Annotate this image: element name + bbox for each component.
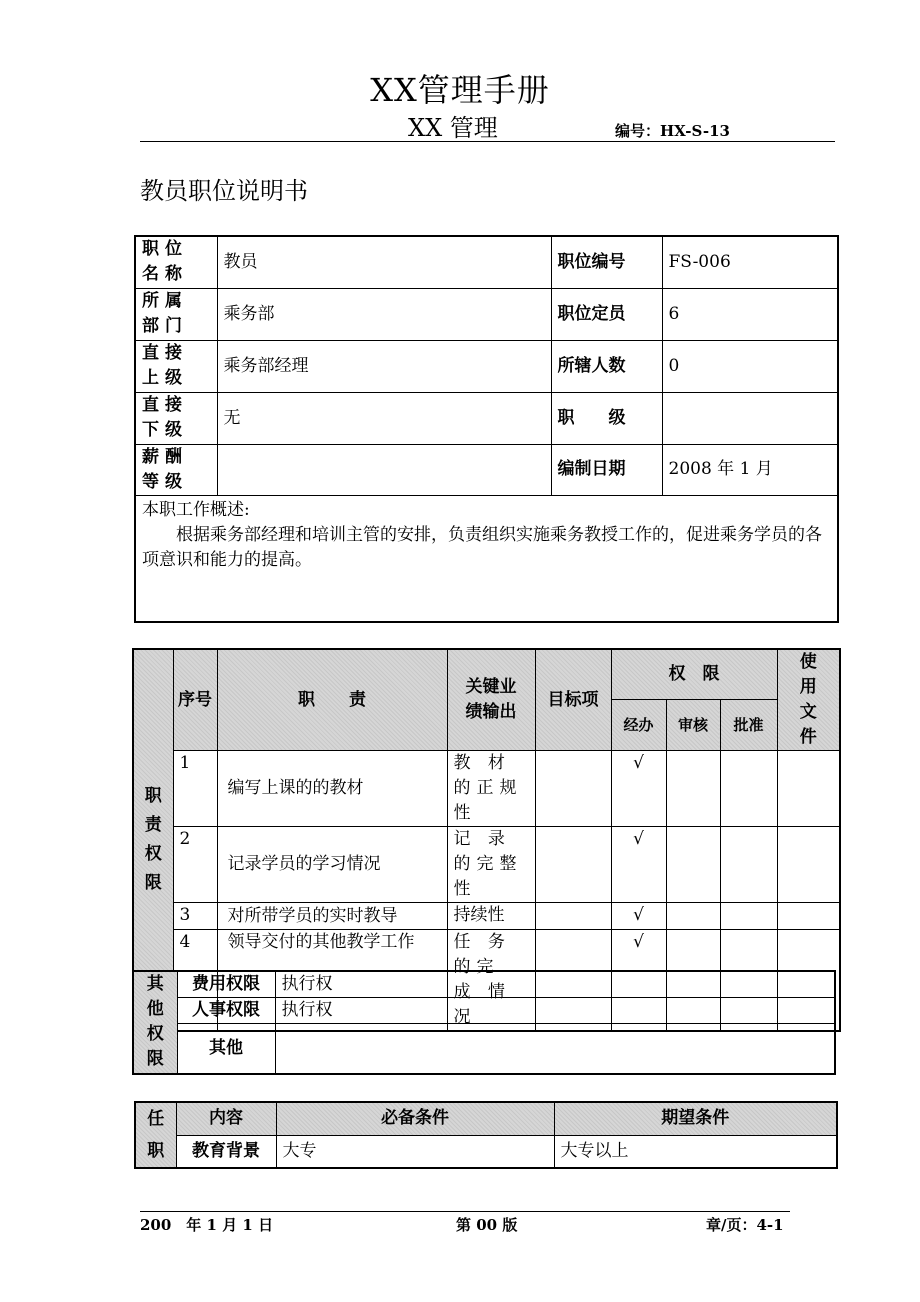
info-value: 无 (217, 392, 551, 444)
duty-row (133, 751, 840, 827)
info-label: 职位定员 (551, 288, 662, 340)
other-side-label: 其他权限 (133, 971, 177, 1074)
footer-page: 章/页：4-1 (706, 1216, 784, 1234)
duty-kpi: 记 录 的完整性 (447, 827, 535, 903)
qualification-side-label: 任职 (135, 1102, 176, 1168)
qualification-row (135, 1135, 837, 1168)
authority-label: 其他 (177, 1024, 275, 1074)
duty-exec-mark: √ (611, 827, 666, 903)
qualification-required: 大专 (276, 1135, 554, 1168)
authority-row (133, 971, 835, 998)
duty-kpi: 任 务 的完 成 情况 (447, 930, 535, 1032)
duty-row (133, 827, 840, 903)
info-label: 编制日期 (551, 444, 662, 495)
document-code: 编号：HX-S-13 (615, 122, 730, 140)
header-content: 内容 (176, 1102, 276, 1135)
info-value: 乘务部经理 (217, 340, 551, 392)
info-value (217, 444, 551, 495)
header-seq: 序号 (173, 649, 217, 751)
duties-header-row (133, 649, 840, 700)
duty-text: 记录学员的学习情况 (217, 827, 447, 903)
info-label: 职 级 (551, 392, 662, 444)
duty-approve (720, 827, 777, 903)
header-auth-approve: 批准 (720, 700, 777, 751)
info-label: 直接下级 (135, 392, 217, 444)
duty-exec-mark: √ (611, 903, 666, 930)
info-value: 教员 (217, 236, 551, 288)
duties-side-label: 职责权限 (133, 649, 173, 1031)
info-value: 乘务部 (217, 288, 551, 340)
duty-approve (720, 751, 777, 827)
info-label: 直接上级 (135, 340, 217, 392)
duty-text: 对所带学员的实时教导 (217, 903, 447, 930)
summary-row (135, 495, 838, 622)
duty-kpi: 教 材 的正规性 (447, 751, 535, 827)
qualification-label: 教育背景 (176, 1135, 276, 1168)
info-row (135, 288, 838, 340)
duty-kpi: 持续性 (447, 903, 535, 930)
info-value: 6 (662, 288, 838, 340)
header-expected: 期望条件 (554, 1102, 837, 1135)
authority-label: 人事权限 (177, 998, 275, 1024)
duty-exec-mark: √ (611, 751, 666, 827)
info-value: 0 (662, 340, 838, 392)
duty-files (777, 827, 840, 903)
duty-seq: 3 (173, 903, 217, 930)
info-value: 2008 年 1 月 (662, 444, 838, 495)
authority-row (133, 998, 835, 1024)
authority-value: 执行权 (275, 998, 835, 1024)
duty-seq: 2 (173, 827, 217, 903)
qualification-table (134, 1101, 838, 1169)
info-label: 职位编号 (551, 236, 662, 288)
duty-review (666, 751, 720, 827)
header-auth-review: 审核 (666, 700, 720, 751)
position-info-table (134, 235, 839, 623)
info-value (662, 392, 838, 444)
duty-target (535, 903, 611, 930)
section-subtitle: XX 管理 (408, 114, 498, 142)
header-required: 必备条件 (276, 1102, 554, 1135)
header-authority: 权 限 (611, 649, 777, 700)
page-title: 教员职位说明书 (140, 177, 308, 205)
duty-files (777, 903, 840, 930)
duty-seq: 1 (173, 751, 217, 827)
qualification-header-row (135, 1102, 837, 1135)
duty-review (666, 827, 720, 903)
info-label: 所辖人数 (551, 340, 662, 392)
authority-value: 执行权 (275, 971, 835, 998)
header-divider (140, 141, 835, 142)
duty-review (666, 903, 720, 930)
info-value: FS-006 (662, 236, 838, 288)
info-row (135, 392, 838, 444)
duty-text: 编写上课的的教材 (217, 751, 447, 827)
info-label: 职位名称 (135, 236, 217, 288)
duty-target (535, 827, 611, 903)
manual-title: XX管理手册 (370, 71, 550, 109)
authority-label: 费用权限 (177, 971, 275, 998)
duty-exec-mark: √ (611, 930, 666, 1032)
info-label: 薪酬等级 (135, 444, 217, 495)
summary-text: 根据乘务部经理和培训主管的安排，负责组织实施乘务教授工作的，促进乘务学员的各项意识和能力的提高。 (142, 524, 822, 570)
header-duty: 职 责 (217, 649, 447, 751)
duty-approve (720, 903, 777, 930)
info-label: 所属部门 (135, 288, 217, 340)
info-row (135, 444, 838, 495)
summary-cell (135, 495, 838, 622)
other-authority-table (132, 970, 836, 1075)
header-files: 使用文件 (777, 649, 840, 751)
header-target: 目标项 (535, 649, 611, 751)
duty-text: 领导交付的其他教学工作 (217, 930, 447, 1032)
duty-row (133, 903, 840, 930)
footer-edition: 第 00 版 (456, 1216, 518, 1234)
info-row (135, 340, 838, 392)
duty-seq: 4 (173, 930, 217, 1032)
footer-date: 200 年 1 月 1 日 (140, 1216, 274, 1234)
duty-files (777, 751, 840, 827)
info-row (135, 236, 838, 288)
header-kpi: 关键业绩输出 (447, 649, 535, 751)
authority-value (275, 1024, 835, 1074)
duty-target (535, 751, 611, 827)
qualification-expected: 大专以上 (554, 1135, 837, 1168)
summary-label: 本职工作概述: (142, 499, 250, 520)
header-auth-exec: 经办 (611, 700, 666, 751)
authority-row (133, 1024, 835, 1074)
footer-divider (140, 1211, 790, 1212)
